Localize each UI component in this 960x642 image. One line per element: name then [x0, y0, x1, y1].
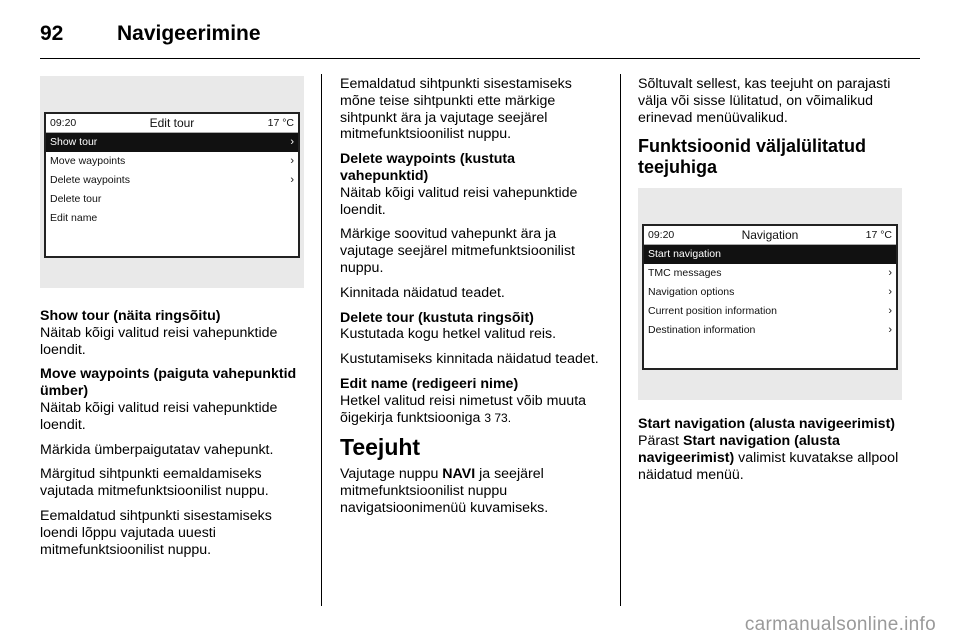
screen-image-edit-tour — [40, 76, 304, 288]
screen-status-bar — [644, 226, 896, 245]
watermark-text: carmanualsonline.info — [744, 614, 936, 635]
temperature-text: 17 °C — [267, 116, 294, 129]
screen-menu-item[interactable] — [644, 283, 896, 302]
column-2 — [340, 76, 606, 525]
header-rule — [40, 58, 920, 59]
screen-menu-item[interactable] — [46, 171, 298, 190]
delete-waypoints-p2: Märkige soovitud vahepunkt ära ja vajutage seejärel mitmefunktsioonilist nuppu. — [340, 226, 575, 276]
teejuht-text-pre: Vajutage nuppu — [340, 466, 443, 483]
chevron-right-icon: › — [290, 136, 294, 148]
screen-menu-item[interactable] — [46, 133, 298, 152]
delete-tour-heading: Delete tour (kustuta ringsõit) — [340, 309, 534, 326]
screen-status-bar — [46, 114, 298, 133]
display-screen — [642, 224, 898, 370]
screen-image-navigation — [638, 188, 902, 400]
chevron-right-icon: › — [888, 286, 892, 299]
screen-menu-item[interactable] — [46, 152, 298, 171]
functions-heading: Funktsioonid väljalülitatud teejuhiga — [638, 136, 867, 178]
start-text-pre: Pärast — [638, 433, 683, 450]
column-1 — [40, 76, 306, 566]
menu-item-label: Delete tour — [50, 193, 102, 205]
menu-item-label: Current position information — [648, 305, 777, 318]
clock-text: 09:20 — [648, 228, 675, 241]
screen-menu-item[interactable] — [644, 264, 896, 283]
chevron-right-icon: › — [888, 305, 892, 318]
start-text-post: valimist kuvatakse allpool näidatud menüü. — [638, 449, 899, 483]
start-navigation-heading: Start navigation (alusta navigeerimist) — [638, 416, 896, 433]
chevron-right-icon: › — [888, 324, 892, 337]
delete-tour-text: Kustutada kogu hetkel valitud reis. — [340, 326, 557, 343]
teejuht-text-post: ja seejärel mitmefunktsioonilist nuppu navigatsioonimenüü kuvamiseks. — [340, 466, 549, 516]
move-waypoints-text: Näitab kõigi valitud reisi vahepunktide loendit. — [40, 399, 278, 433]
clock-text: 09:20 — [50, 116, 77, 129]
screen-menu-item[interactable] — [644, 245, 896, 264]
column-divider-2 — [620, 74, 621, 606]
screen-menu-item[interactable] — [46, 190, 298, 209]
column-3 — [638, 76, 904, 492]
screen-menu-item[interactable] — [644, 321, 896, 340]
page-header — [40, 18, 920, 58]
col3-p1: Sõltuvalt sellest, kas teejuht on parajasti välja või sisse lülitatud, on võimalikud erinevad menüüvalikud. — [638, 76, 891, 126]
menu-item-label: Show tour — [50, 136, 98, 148]
navi-button-label: NAVI — [442, 466, 476, 483]
move-waypoints-p4: Eemaldatud sihtpunkti sisestamiseks loendi lõppu vajutada uuesti mitmefunktsioonilist nuppu. — [40, 507, 272, 558]
menu-item-label: Navigation options — [648, 286, 735, 299]
screen-menu-list — [46, 133, 298, 228]
chevron-right-icon: › — [290, 155, 294, 167]
temperature-text: 17 °C — [865, 228, 892, 241]
menu-item-label: Start navigation — [648, 248, 721, 261]
page-reference-link[interactable]: 3 73. — [484, 410, 512, 425]
delete-tour-p2: Kustutamiseks kinnitada näidatud teadet. — [340, 351, 599, 368]
chevron-right-icon: › — [888, 267, 892, 280]
delete-waypoints-heading: Delete waypoints (kustuta vahepunktid) — [340, 151, 516, 184]
show-tour-text: Näitab kõigi valitud reisi vahepunktide loendit. — [40, 324, 278, 358]
edit-name-text: Hetkel valitud reisi nimetust võib muuta õigekirja funktsiooniga — [340, 392, 587, 426]
move-waypoints-p2: Märkida ümberpaigutatav vahepunkt. — [40, 441, 274, 458]
move-waypoints-heading: Move waypoints (paiguta vahepunktid ümber) — [40, 366, 297, 400]
col2-p1: Eemaldatud sihtpunkti sisestamiseks mõne teise sihtpunkti ette märkige sihtpunkt ära ja vajutage seejärel mitmefunktsioonilist nuppu. — [340, 76, 572, 143]
page-title: Navigeerimine — [117, 22, 261, 45]
teejuht-heading: Teejuht — [340, 434, 421, 461]
menu-item-label: Edit name — [50, 212, 98, 224]
edit-name-heading: Edit name (redigeeri nime) — [340, 375, 519, 392]
menu-item-label: Destination information — [648, 324, 756, 337]
page-number: 92 — [40, 22, 64, 45]
delete-waypoints-text: Näitab kõigi valitud reisi vahepunktide loendit. — [340, 184, 578, 218]
delete-waypoints-p3: Kinnitada näidatud teadet. — [340, 284, 505, 301]
screen-menu-item[interactable] — [644, 302, 896, 321]
screen-title: Navigation — [741, 227, 799, 242]
display-screen — [44, 112, 300, 258]
menu-item-label: Delete waypoints — [50, 174, 130, 186]
menu-item-label: TMC messages — [648, 267, 722, 280]
chevron-right-icon: › — [290, 174, 294, 186]
start-text-bold: Start navigation (alusta navigeerimist) — [638, 433, 840, 466]
menu-item-label: Move waypoints — [50, 155, 126, 167]
screen-menu-item[interactable] — [46, 209, 298, 228]
column-divider-1 — [321, 74, 322, 606]
screen-title: Edit tour — [149, 115, 195, 130]
move-waypoints-p3: Märgitud sihtpunkti eemaldamiseks vajutada mitmefunktsioonilist nuppu. — [40, 466, 269, 500]
screen-menu-list — [644, 245, 896, 340]
show-tour-heading: Show tour (näita ringsõitu) — [40, 308, 221, 324]
